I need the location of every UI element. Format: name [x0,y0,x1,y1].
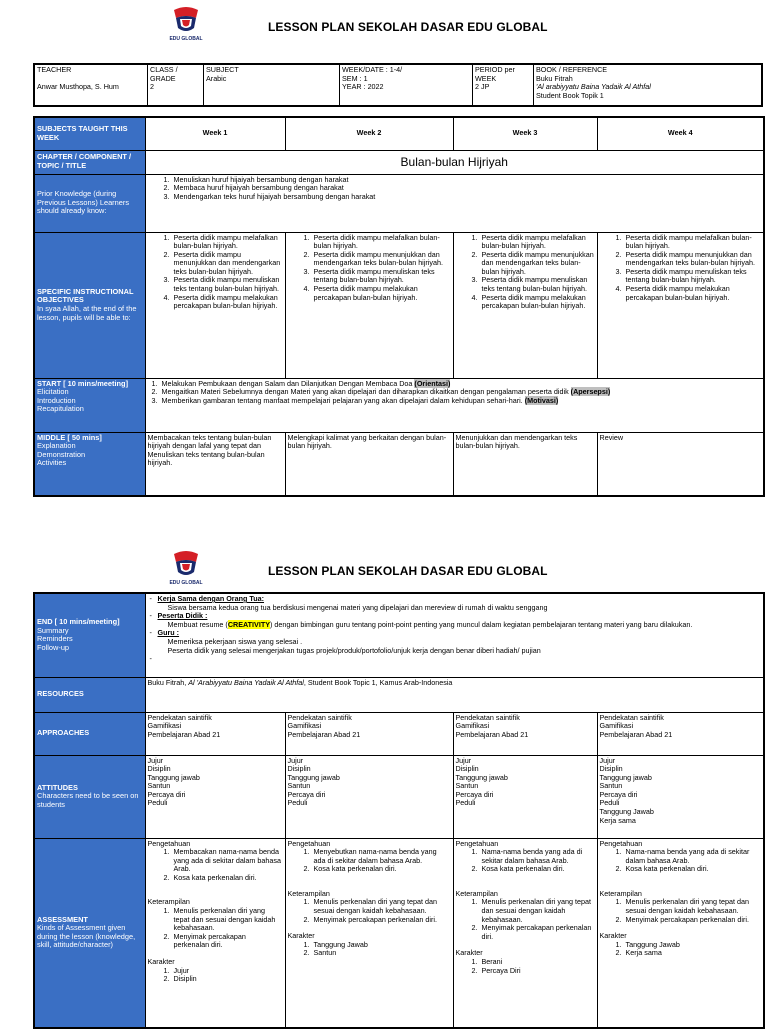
assessment-week-1: Pengetahuan 1. Membacakan nama-nama benda yang ada di sekitar dalam bahasa Arab. 2. Kosa kata perkenalan diri. Keterampilan 1. Menulis perkenalan diri yang tepat dan sesuai dengan kaidah kebahasaan. 2. Menyimak percakapan perkenalan diri. Karakter 1. Jujur 2. Disiplin [145,838,285,1028]
middle-week-3: Menunjukkan dan mendengarkan teks bulan-bulan hijriyah. [453,432,597,496]
prior-label [34,174,145,232]
list-item: 1. Peserta didik mampu melafalkan bulan-bulan hijriyah. [312,234,451,251]
page-header-2 [0,544,768,596]
middle-week-4: Review [597,432,764,496]
resources-row [34,677,764,712]
objectives-row [34,232,764,378]
book-label: BOOK / REFERENCE [536,65,608,74]
teacher-name: Anwar Musthopa, S. Hum [37,81,119,91]
list-item: 3. Memberikan gambaran tentang manfaat mempelajari pelajaran yang akan dipelajari dalam kehidupan sehari-hari. (Motivasi) [160,397,762,406]
approaches-week-3: Pendekatan saintifik Gamifikasi Pembelajaran Abad 21 [453,712,597,755]
info-table [33,63,763,107]
middle-sub-2: Demonstration [37,449,86,459]
list-item: 1. Menuliskan huruf hijaiyah bersambung dengan harakat [172,176,762,185]
attitudes-label-main: ATTITUDES [37,782,78,792]
logo-text: EDU GLOBAL [169,580,203,586]
subject-value: Arabic [206,73,227,83]
book-subtitle: 'Al arabiyyatu Baina Yadaik Al Athfal [536,82,651,92]
list-item: 3. Peserta didik mampu menuliskan teks tentang bulan-bulan hijriyah. [312,268,451,285]
end-row [34,593,764,677]
week-label: WEEK/DATE : 1-4/ [342,65,403,74]
list-item: 1. Peserta didik mampu melafalkan bulan-bulan hijriyah. [480,234,595,251]
sem-value: SEM : 1 [342,73,368,83]
end-sub-1: Summary [37,625,69,635]
class-cell [148,64,204,106]
list-item: 1. Peserta didik mampu melafalkan bulan-bulan hijriyah. [624,234,762,251]
motivasi-tag: (Motivasi) [524,395,559,405]
middle-week-2: Melengkapi kalimat yang berkaitan dengan bulan-bulan hijriyah. [285,432,453,496]
assessment-week-2: Pengetahuan 1. Menyebutkan nama-nama benda yang ada di sekitar dalam bahasa Arab. 2. Kosa kata perkenalan diri. Keterampilan 1. Menulis perkenalan diri yang tepat dan sesuai dengan kaidah kebahasaan. 2. Menyimak percakapan perkenalan diri. Karakter 1. Tanggung Jawab 2. Santun [285,838,453,1028]
class-value: 2 [150,82,154,92]
subject-label: SUBJECT [206,65,239,74]
end-content [145,593,764,677]
list-item: 3. Peserta didik mampu menuliskan teks tentang bulan-bulan hijriyah. [172,276,283,293]
assessment-row [34,838,764,1028]
crest-icon [166,550,206,580]
middle-label [34,432,145,496]
book-cell [534,64,763,106]
middle-sub-1: Explanation [37,441,76,451]
chapter-row [34,150,764,174]
list-item: 1. Peserta didik mampu melafalkan bulan-bulan hijriyah. [172,234,283,251]
week-cell [340,64,473,106]
end-sub-3: Follow-up [37,642,70,652]
objectives-week-4 [597,232,764,378]
book-topic: Student Book Topik 1 [536,90,604,100]
attitudes-week-3: Jujur Disiplin Tanggung jawab Santun Percaya diri Peduli [453,755,597,838]
list-item: 2. Peserta didik mampu menunjukkan dan mendengarkan teks bulan-bulan hijriyah. [172,251,283,277]
period-cell [473,64,534,106]
grade-label: GRADE [150,73,176,83]
list-item: 3. Mendengarkan teks huruf hijaiyah bersambung dengan harakat [172,193,762,202]
chapter-title: Bulan-bulan Hijriyah [145,150,764,174]
approaches-week-1: Pendekatan saintifik Gamifikasi Pembelajaran Abad 21 [145,712,285,755]
attitudes-week-1: Jujur Disiplin Tanggung jawab Santun Percaya diri Peduli [145,755,285,838]
assessment-label [34,838,145,1028]
end-sub-2: Reminders [37,634,73,644]
list-item: 2. Peserta didik mampu menunjukkan dan mendengarkan teks bulan-bulan hijriyah. [480,251,595,277]
attitudes-row [34,755,764,838]
lesson-plan-table-2 [33,592,765,1029]
teacher-cell [34,64,148,106]
period-label: PERIOD per [475,65,515,74]
lesson-plan-table [33,116,765,497]
prior-knowledge-row [34,174,764,232]
assessment-label-sub: Kinds of Assessment given during the lesson (knowledge, skill, attitude/character) [37,923,136,950]
week-4-header: Week 4 [597,117,764,150]
end-label-main: END [ 10 mins/meeting] [37,617,120,627]
orientasi-tag: (Orientasi) [414,378,451,388]
resources-content: Buku Fitrah, Al 'Arabiyyatu Baina Yadaik Al Athfal, Student Book Topic 1, Kamus Arab-Indonesia [145,677,764,712]
start-row [34,378,764,432]
approaches-week-2: Pendekatan saintifik Gamifikasi Pembelajaran Abad 21 [285,712,453,755]
start-sub-3: Recapitulation [37,404,84,414]
period-week-label: WEEK [475,73,497,83]
week-1-header: Week 1 [145,117,285,150]
attitudes-week-2: Jujur Disiplin Tanggung jawab Santun Percaya diri Peduli [285,755,453,838]
week-3-header: Week 3 [453,117,597,150]
apersepsi-tag: (Apersepsi) [570,387,611,397]
list-item: 4. Peserta didik mampu melakukan percakapan bulan-bulan hijriyah. [312,285,451,302]
page-header-1 [0,0,768,52]
weeks-row [34,117,764,150]
page-title: LESSON PLAN SEKOLAH DASAR EDU GLOBAL [268,564,548,578]
list-item: 4. Peserta didik mampu melakukan percakapan bulan-bulan hijriyah. [172,294,283,311]
list-item: - Guru : Memeriksa pekerjaan siswa yang selesai . Peserta didik yang selesai mengerjakan tugas projek/produk/portofolio/unjuk kerja dengan benar diberi hadiah/ pujian [158,629,762,655]
objectives-week-3 [453,232,597,378]
list-item: - Kerja Sama dengan Orang Tua: Siswa bersama kedua orang tua berdiskusi mengenai materi yang dipelajari dan mereview di rumah di waktu senggang [158,595,762,612]
middle-sub-3: Activities [37,458,67,468]
list-item: 2. Peserta didik mampu menunjukkan dan mendengarkan teks bulan-bulan hijriyah. [312,251,451,268]
objectives-week-2 [285,232,453,378]
middle-week-1: Membacakan teks tentang bulan-bulan hijriyah dengan lafal yang tepat dan Menuliskan teks tentang bulan-bulan hijriyah. [145,432,285,496]
assessment-week-3: Pengetahuan 1. Nama-nama benda yang ada di sekitar dalam bahasa Arab. 2. Kosa kata perkenalan diri. Keterampilan 1. Menulis perkenalan diri yang tepat dan sesuai dengan kaidah kebahasaan. 2. Menyimak percakapan perkenalan diri. Karakter 1. Berani 2. Percaya Diri [453,838,597,1028]
list-item: 1. Melakukan Pembukaan dengan Salam dan Dilanjutkan Dengan Membaca Doa (Orientasi) [160,380,762,389]
list-item: 4. Peserta didik mampu melakukan percakapan bulan-bulan hijriyah. [480,294,595,311]
teacher-label: TEACHER [37,65,72,74]
page-title: LESSON PLAN SEKOLAH DASAR EDU GLOBAL [268,20,548,34]
prior-list [145,174,764,232]
school-logo [166,550,206,590]
start-content [145,378,764,432]
start-label-main: START [ 10 mins/meeting] [37,378,129,388]
class-label: CLASS / [150,65,178,74]
prior-label-sub: Learners should already know: [37,197,130,216]
list-item: 3. Peserta didik mampu menuliskan teks tentang bulan-bulan hijriyah. [480,276,595,293]
approaches-week-4: Pendekatan saintifik Gamifikasi Pembelajaran Abad 21 [597,712,764,755]
attitudes-label-sub: Characters need to be seen on students [37,791,139,809]
resources-label: RESOURCES [34,677,145,712]
year-value: YEAR : 2022 [342,82,384,92]
chapter-label: CHAPTER / COMPONENT / TOPIC / TITLE [34,150,145,174]
assessment-label-main: ASSESSMENT [37,914,88,924]
attitudes-label [34,755,145,838]
logo-text: EDU GLOBAL [169,36,203,42]
objectives-label [34,232,145,378]
period-value: 2 JP [475,82,490,92]
subjects-label: SUBJECTS TAUGHT THIS WEEK [34,117,145,150]
objectives-label-sub: In syaa Allah, at the end of the lesson, pupils will be able to: [37,304,137,322]
week-2-header: Week 2 [285,117,453,150]
subject-cell [204,64,340,106]
creativity-tag: CREATIVITY [227,619,271,629]
assessment-week-4: Pengetahuan 1. Nama-nama benda yang ada di sekitar dalam bahasa Arab. 2. Kosa kata perkenalan diri. Keterampilan 1. Menulis perkenalan diri yang tepat dan sesuai dengan kaidah kebahasaan. 2. Menyimak percakapan perkenalan diri. Karakter 1. Tanggung Jawab 2. Kerja sama [597,838,764,1028]
approaches-row [34,712,764,755]
end-label [34,593,145,677]
prior-label-main: Prior Knowledge (during Previous Lessons) [37,189,117,207]
book-title: Buku Fitrah [536,73,573,83]
list-item: 2. Membaca huruf hijaiyah bersambung dengan harakat [172,184,762,193]
start-sub-2: Introduction [37,395,76,405]
list-item: 2. Mengaitkan Materi Sebelumnya dengan Materi yang akan dipelajari dan diharapkan dikaitkan dengan pengalaman peserta didik (Apersepsi) [160,388,762,397]
middle-label-main: MIDDLE [ 50 mins] [37,432,102,442]
list-item: 2. Peserta didik mampu menunjukkan dan mendengarkan teks bulan-bulan hijriyah. [624,251,762,268]
crest-icon [166,6,206,36]
objectives-label-main: SPECIFIC INSTRUCTIONAL OBJECTIVES [37,286,134,305]
school-logo [166,6,206,46]
middle-row [34,432,764,496]
approaches-label: APPROACHES [34,712,145,755]
start-label [34,378,145,432]
list-item: - Peserta Didik : Membuat resume (CREATIVITY) dengan bimbingan guru tentang point-point penting yang muncul dalam kegiatan pembelajaran tentang materi yang baru dilakukan. [158,612,762,629]
start-sub-1: Elicitation [37,387,69,397]
list-item: 4. Peserta didik mampu melakukan percakapan bulan-bulan hijriyah. [624,285,762,302]
attitudes-week-4: Jujur Disiplin Tanggung jawab Santun Percaya diri Peduli Tanggung Jawab Kerja sama [597,755,764,838]
list-item: 3. Peserta didik mampu menuliskan teks tentang bulan-bulan hijriyah. [624,268,762,285]
objectives-week-1 [145,232,285,378]
